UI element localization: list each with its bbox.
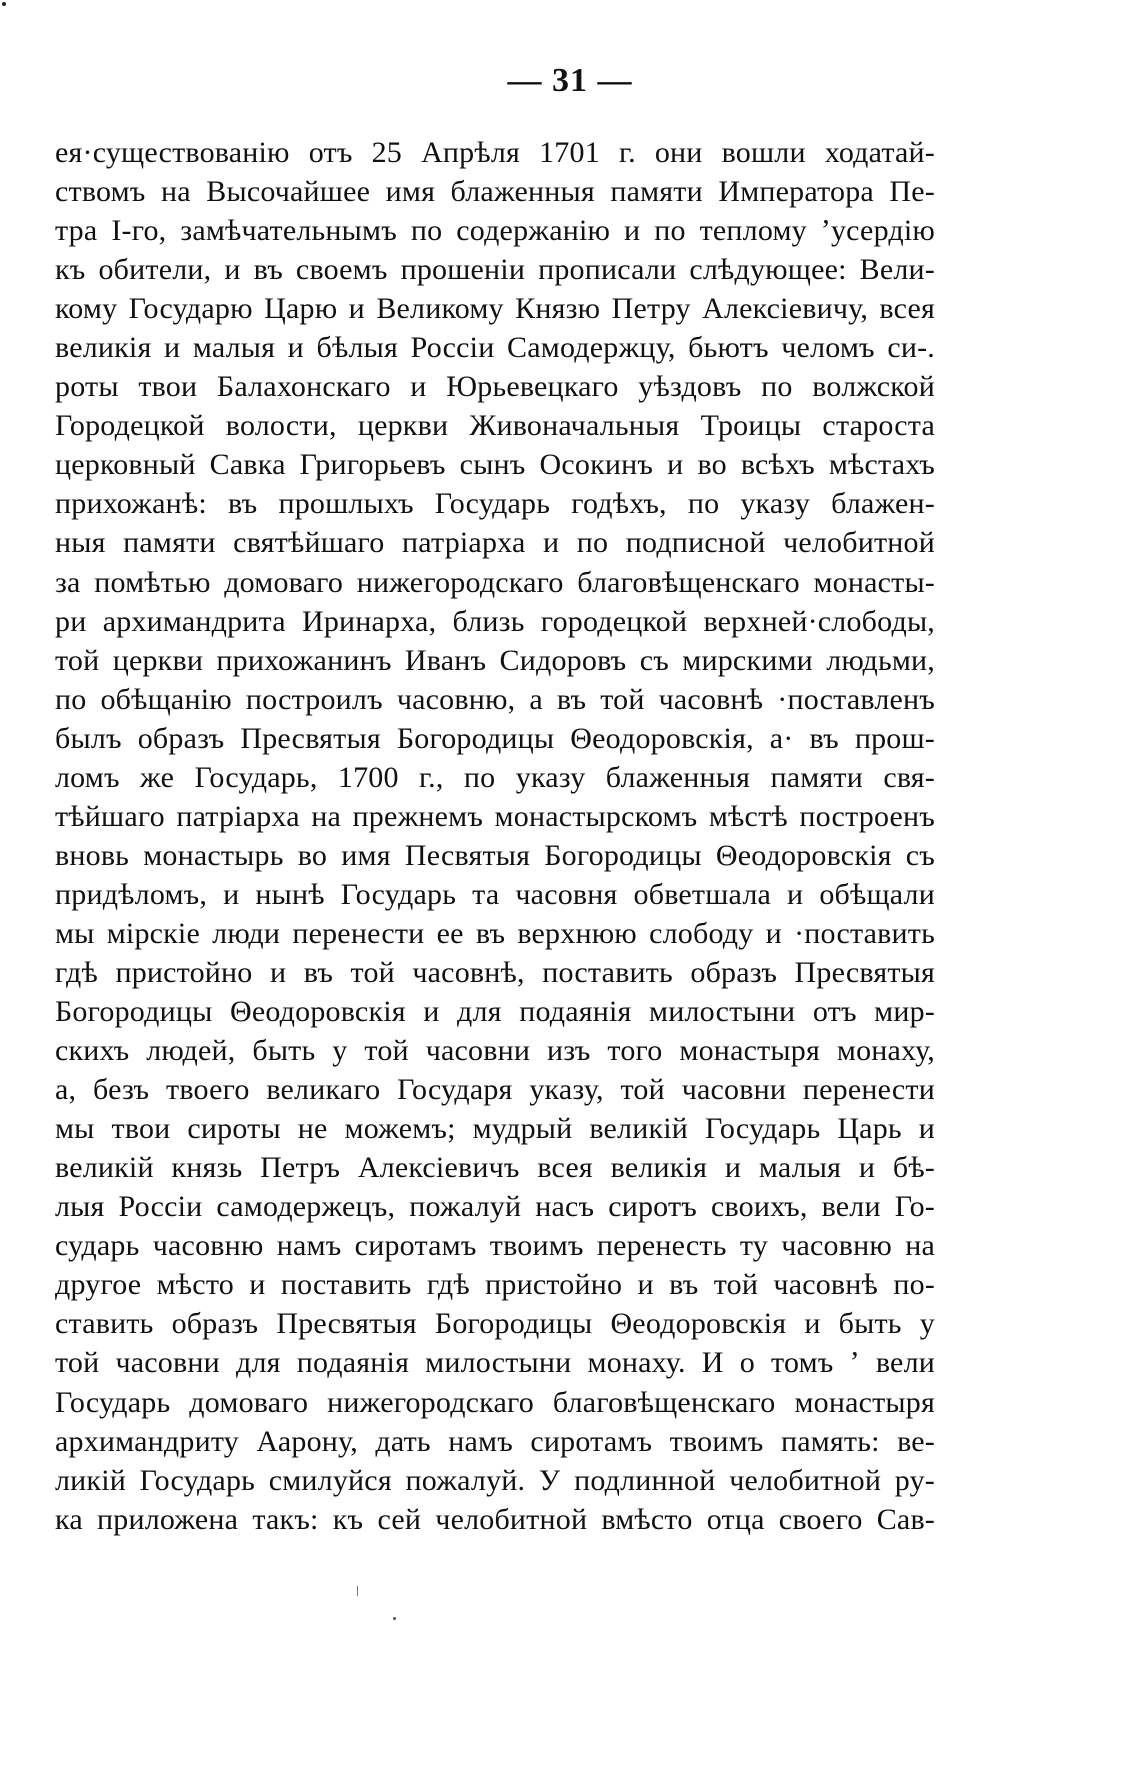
text-line: ныя памяти святѣйшаго патріарха и по подписной челобитной	[55, 526, 935, 560]
text-line: ри архимандрита Иринарха, близь городецкой верхней·слободы,	[55, 604, 935, 638]
text-line: ликій Государь смилуйся пожалуй. У подлинной челобитной ру-	[55, 1463, 935, 1497]
text-line: ломъ же Государь, 1700 г., по указу блаженныя памяти свя-	[55, 760, 935, 794]
text-line: вновь монастырь во имя Песвятыя Богородицы Θеодоровскія съ	[55, 838, 935, 872]
text-line: кому Государю Царю и Великому Князю Петру Алексіевичу, всея	[55, 292, 935, 326]
text-line: скихъ людей, быть у той часовни изъ того монастыря монаху,	[55, 1034, 935, 1068]
text-line: архимандриту Аарону, дать намъ сиротамъ твоимъ память: ве-	[55, 1424, 935, 1458]
text-line: Богородицы Θеодоровскія и для подаянія милостыни отъ мир-	[55, 995, 935, 1029]
ink-mark	[357, 1586, 358, 1596]
text-line: тра I-го, замѣчательнымъ по содержанію и по теплому ʼусердію	[55, 214, 935, 248]
text-line: къ обители, и въ своемъ прошеніи прописали слѣдующее: Вели-	[55, 253, 935, 287]
text-line: ея·существованію отъ 25 Апрѣля 1701 г. они вошли ходатай-	[55, 136, 935, 169]
text-line: по обѣщанію построилъ часовню, а въ той часовнѣ ·поставленъ	[55, 682, 935, 716]
text-line: гдѣ пристойно и въ той часовнѣ, поставить образъ Пресвятыя	[55, 955, 935, 989]
text-line: Городецкой волости, церкви Живоначальныя Троицы староста	[55, 409, 935, 443]
page-number: — 31 —	[507, 62, 633, 99]
text-line: ка приложена такъ: къ сей челобитной вмѣсто отца своего Сав-	[55, 1502, 935, 1536]
text-line: а, безъ твоего великаго Государя указу, той часовни перенести	[55, 1073, 935, 1107]
text-line: мы мірскіе люди перенести ее въ верхнюю слободу и ·поставить	[55, 916, 935, 950]
text-line: великій князь Петръ Алексіевичъ всея великія и малыя и бѣ-	[55, 1151, 935, 1185]
text-line: ствомъ на Высочайшее имя блаженныя памяти Императора Пе-	[55, 175, 935, 209]
body-text	[55, 133, 935, 1539]
text-line: прихожанѣ: въ прошлыхъ Государь годѣхъ, по указу блажен-	[55, 487, 935, 521]
text-line: той часовни для подаянія милостыни монаху. И о томъ ʼ вели	[55, 1346, 935, 1380]
text-line: придѣломъ, и нынѣ Государь та часовня обветшала и обѣщали	[55, 877, 935, 911]
text-line: сударь часовню намъ сиротамъ твоимъ перенесть ту часовню на	[55, 1229, 935, 1263]
text-line: былъ образъ Пресвятыя Богородицы Θеодоровскія, а· въ прош-	[55, 721, 935, 755]
text-line: Государь домоваго нижегородскаго благовѣщенскаго монастыря	[55, 1385, 935, 1419]
ink-dot	[393, 1617, 396, 1620]
text-line: мы твои сироты не можемъ; мудрый великій Государь Царь и	[55, 1112, 935, 1146]
text-line: ставить образъ Пресвятыя Богородицы Θеодоровскія и быть у	[55, 1307, 935, 1341]
text-line: церковный Савка Григорьевъ сынъ Осокинъ и во всѣхъ мѣстахъ	[55, 448, 935, 482]
ink-smudge	[2, 2, 6, 6]
text-line: другое мѣсто и поставить гдѣ пристойно и въ той часовнѣ по-	[55, 1268, 935, 1302]
text-line: роты твои Балахонскаго и Юрьевецкаго уѣздовъ по волжской	[55, 370, 935, 404]
text-line: великія и малыя и бѣлыя Россіи Самодержцу, бьютъ челомъ си-.	[55, 331, 935, 365]
text-line: тѣйшаго патріарха на прежнемъ монастырскомъ мѣстѣ построенъ	[55, 799, 935, 833]
text-line: лыя Россіи самодержецъ, пожалуй насъ сиротъ своихъ, вели Го-	[55, 1190, 935, 1224]
text-line: той церкви прихожанинъ Иванъ Сидоровъ съ мирскими людьми,	[55, 643, 935, 677]
text-line: за помѣтью домоваго нижегородскаго благовѣщенскаго монасты-	[55, 565, 935, 599]
